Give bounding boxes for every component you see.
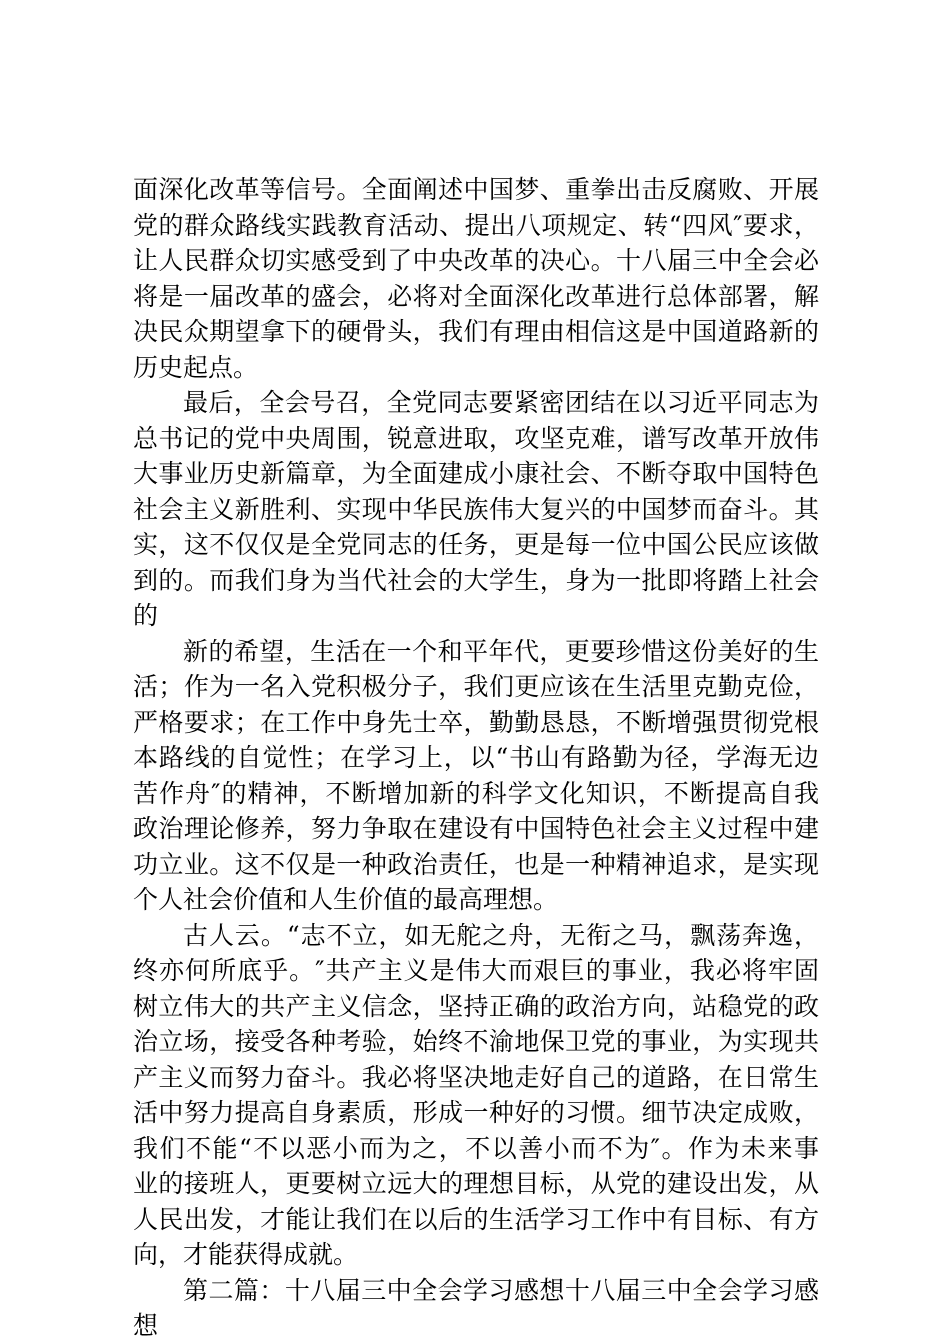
text-line: 总书记的党中央周围，锐意进取，攻坚克难，谱写改革开放伟 — [133, 423, 819, 453]
text-line: 向，才能获得成就。 — [133, 1240, 359, 1269]
text-line: 个人社会价值和人生价值的最高理想。 — [133, 885, 559, 914]
document-body — [133, 172, 819, 1344]
paragraph-3 — [133, 634, 819, 918]
text-line: 业的接班人，更要树立远大的理想目标，从党的建设出发，从 — [133, 1169, 819, 1198]
text-line: 活；作为一名入党积极分子，我们更应该在生活里克勤克俭， — [133, 672, 819, 701]
text-line: 到的。而我们身为当代社会的大学生，身为一批即将踏上社会 — [133, 565, 819, 595]
text-line: 最后，全会号召，全党同志要紧密团结在以习近平同志为 — [183, 388, 819, 417]
text-line: 想 — [133, 1311, 159, 1340]
text-line: 终亦何所底乎。″共产主义是伟大而艰巨的事业，我必将牢固 — [133, 956, 819, 985]
text-line: 让人民群众切实感受到了中央改革的决心。十八届三中全会必 — [133, 246, 819, 275]
text-line: 将是一届改革的盛会，必将对全面深化改革进行总体部署，解 — [133, 281, 819, 311]
text-line: 治立场，接受各种考验，始终不渝地保卫党的事业，为实现共 — [133, 1027, 819, 1056]
paragraph-4 — [133, 918, 819, 1273]
text-line: 社会主义新胜利、实现中华民族伟大复兴的中国梦而奋斗。其 — [133, 494, 819, 524]
text-line: 历史起点。 — [133, 352, 259, 382]
text-line: 古人云。“志不立，如无舵之舟，无衔之马，飘荡奔逸， — [183, 920, 819, 950]
text-line: 决民众期望拿下的硬骨头，我们有理由相信这是中国道路新的 — [133, 317, 819, 346]
text-line: 人民出发，才能让我们在以后的生活学习工作中有目标、有方 — [133, 1204, 819, 1234]
text-line: 第二篇：十八届三中全会学习感想十八届三中全会学习感 — [183, 1275, 819, 1305]
text-line: 功立业。这不仅是一种政治责任，也是一种精神追求，是实现 — [133, 849, 819, 879]
text-line: 苦作舟″的精神，不断增加新的科学文化知识，不断提高自我 — [133, 778, 819, 808]
text-line: 严格要求；在工作中身先士卒，勤勤恳恳，不断增强贯彻党根 — [133, 707, 819, 737]
text-line: 产主义而努力奋斗。我必将坚决地走好自己的道路，在日常生 — [133, 1062, 819, 1092]
text-line: 政治理论修养，努力争取在建设有中国特色社会主义过程中建 — [133, 814, 819, 843]
text-line: 活中努力提高自身素质，形成一种好的习惯。细节决定成败， — [133, 1098, 819, 1127]
text-line: 大事业历史新篇章，为全面建成小康社会、不断夺取中国特色 — [133, 459, 819, 488]
paragraph-1 — [133, 172, 819, 385]
text-line: 新的希望，生活在一个和平年代，更要珍惜这份美好的生 — [183, 636, 819, 666]
text-line: 实，这不仅仅是全党同志的任务，更是每一位中国公民应该做 — [133, 530, 819, 559]
paragraph-5-heading — [133, 1273, 819, 1344]
text-line: 我们不能“不以恶小而为之，不以善小而不为″。作为未来事 — [133, 1133, 819, 1163]
text-line: 本路线的自觉性；在学习上，以“书山有路勤为径，学海无边 — [133, 743, 819, 772]
text-line: 党的群众路线实践教育活动、提出八项规定、转“四风″要求， — [133, 210, 819, 240]
text-line: 的 — [133, 601, 159, 630]
paragraph-2 — [133, 385, 819, 634]
text-line: 面深化改革等信号。全面阐述中国梦、重拳出击反腐败、开展 — [133, 175, 819, 204]
text-line: 树立伟大的共产主义信念，坚持正确的政治方向，站稳党的政 — [133, 991, 819, 1021]
